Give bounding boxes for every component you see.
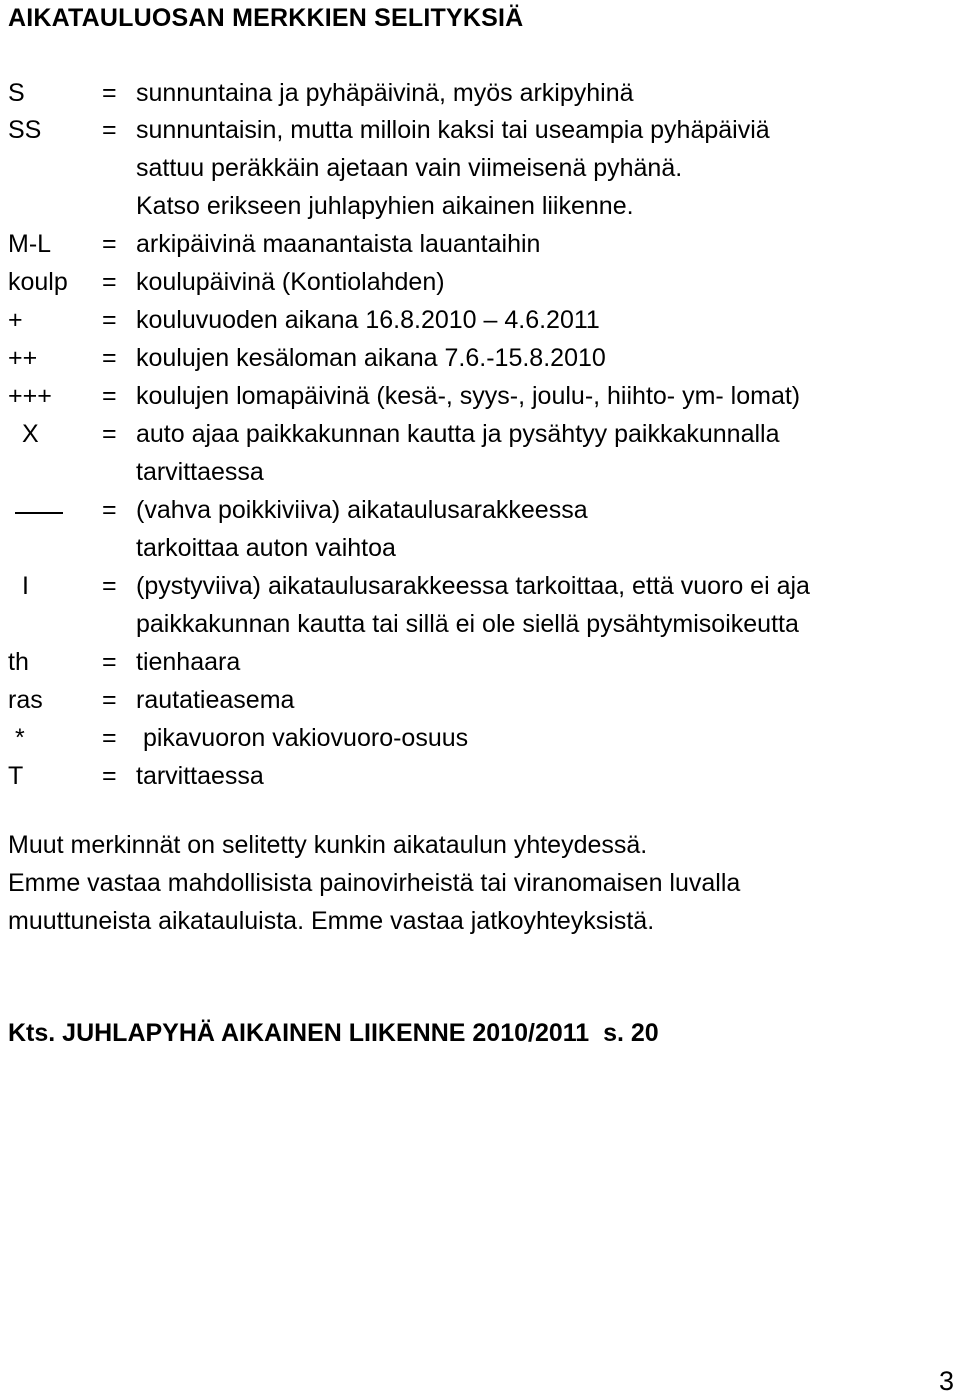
- legend-description: [136, 567, 960, 643]
- legend-symbol: *: [15, 724, 25, 752]
- legend-item-vertical-line: [0, 567, 960, 643]
- disclaimer-notes: [8, 826, 740, 940]
- legend-description: [136, 491, 960, 567]
- legend-description-line: sunnuntaina ja pyhäpäivinä, myös arkipyhinä: [136, 79, 634, 107]
- legend-symbol: I: [22, 572, 29, 600]
- legend-description: [136, 339, 960, 377]
- legend-description-line: pikavuoron vakiovuoro-osuus: [136, 724, 469, 752]
- legend-description-line: arkipäivinä maanantaista lauantaihin: [136, 230, 541, 258]
- legend-item-double-plus: [0, 339, 960, 377]
- legend-item-ras: [0, 681, 960, 719]
- legend-description-line: (vahva poikkiviiva) aikataulusarakkeessa: [136, 496, 588, 524]
- legend-item-koulp: [0, 263, 960, 301]
- legend-equals: =: [102, 762, 117, 790]
- legend-item-s: [0, 74, 960, 112]
- legend-description-line: kouluvuoden aikana 16.8.2010 – 4.6.2011: [136, 306, 600, 334]
- legend-equals: =: [102, 268, 117, 296]
- legend-description: [136, 111, 960, 225]
- legend-description-line: sunnuntaisin, mutta milloin kaksi tai useampia pyhäpäiviä: [136, 116, 770, 144]
- legend-symbol: [0, 491, 100, 529]
- legend-description: [136, 643, 960, 681]
- page-title: AIKATAULUOSAN MERKKIEN SELITYKSIÄ: [8, 4, 524, 32]
- legend-symbol: M-L: [8, 230, 52, 258]
- legend-symbol: S: [8, 79, 25, 107]
- legend-item-t: [0, 757, 960, 795]
- legend-item-asterisk: [0, 719, 960, 757]
- legend-symbol: +++: [8, 382, 52, 410]
- legend-symbol: X: [22, 420, 39, 448]
- legend-description: [136, 225, 960, 263]
- legend-description-line: sattuu peräkkäin ajetaan vain viimeisenä pyhänä.: [136, 154, 683, 182]
- legend-item-x: [0, 415, 960, 491]
- legend-symbol: ras: [8, 686, 43, 714]
- legend-equals: =: [102, 344, 117, 372]
- legend-description-line: tarvittaessa: [136, 458, 264, 486]
- legend-description: [136, 681, 960, 719]
- legend-equals: =: [102, 686, 117, 714]
- legend-equals: =: [102, 420, 117, 448]
- legend-item-plus: [0, 301, 960, 339]
- legend-equals: =: [102, 496, 117, 524]
- legend-equals: =: [102, 382, 117, 410]
- legend-equals: =: [102, 306, 117, 334]
- legend-description-line: koulupäivinä (Kontiolahden): [136, 268, 445, 296]
- legend-description-line: tarvittaessa: [136, 762, 264, 790]
- legend-description-line: paikkakunnan kautta tai sillä ei ole siellä pysähtymisoikeutta: [136, 610, 799, 638]
- legend-description-line: (pystyviiva) aikataulusarakkeessa tarkoittaa, että vuoro ei aja: [136, 572, 810, 600]
- legend-description: [136, 74, 960, 112]
- note-line: Emme vastaa mahdollisista painovirheistä tai viranomaisen luvalla: [8, 869, 741, 897]
- legend-symbol: +: [8, 306, 23, 334]
- legend-description-line: auto ajaa paikkakunnan kautta ja pysähtyy paikkakunnalla: [136, 420, 780, 448]
- legend-description-line: koulujen kesäloman aikana 7.6.-15.8.2010: [136, 344, 606, 372]
- legend-item-th: [0, 643, 960, 681]
- legend-symbol: koulp: [8, 268, 68, 296]
- note-line: Muut merkinnät on selitetty kunkin aikataulun yhteydessä.: [8, 831, 648, 859]
- legend-symbol: th: [8, 648, 29, 676]
- legend-equals: =: [102, 572, 117, 600]
- legend-description: [136, 377, 960, 415]
- legend-equals: =: [102, 230, 117, 258]
- legend-item-bold-line: [0, 491, 960, 567]
- legend-description-line: tarkoittaa auton vaihtoa: [136, 534, 396, 562]
- legend-description: [136, 263, 960, 301]
- legend-symbol: T: [8, 762, 24, 790]
- legend-description: [136, 301, 960, 339]
- legend-description: [136, 719, 960, 757]
- legend-description-line: koulujen lomapäivinä (kesä-, syys-, joulu-, hiihto- ym- lomat): [136, 382, 801, 410]
- legend-description: [136, 415, 960, 491]
- holiday-traffic-reference: Kts. JUHLAPYHÄ AIKAINEN LIIKENNE 2010/2011 s. 20: [8, 1019, 659, 1047]
- legend-description: [136, 757, 960, 795]
- legend-symbol: ++: [8, 344, 38, 372]
- legend-item-ss: [0, 111, 960, 225]
- legend-item-triple-plus: [0, 377, 960, 415]
- legend-description-line: Katso erikseen juhlapyhien aikainen liikenne.: [136, 192, 634, 220]
- legend-description-line: rautatieasema: [136, 686, 295, 714]
- legend-equals: =: [102, 79, 117, 107]
- legend-description-line: tienhaara: [136, 648, 241, 676]
- legend-list: [0, 74, 960, 795]
- bold-horizontal-line-icon: [15, 512, 63, 514]
- legend-equals: =: [102, 648, 117, 676]
- legend-equals: =: [102, 116, 117, 144]
- legend-symbol: SS: [8, 116, 42, 144]
- page-number: 3: [938, 1366, 954, 1396]
- legend-equals: =: [102, 724, 117, 752]
- note-line: muuttuneista aikatauluista. Emme vastaa jatkoyhteyksistä.: [8, 907, 655, 935]
- legend-item-m-l: [0, 225, 960, 263]
